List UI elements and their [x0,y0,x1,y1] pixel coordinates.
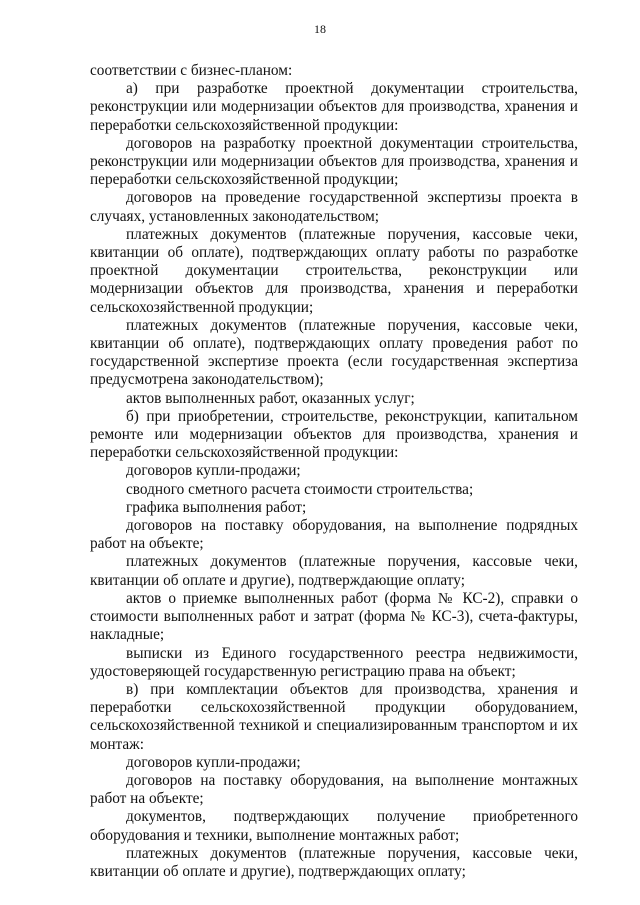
paragraph: актов о приемке выполненных работ (форма № КС-2), справки о стоимости выполненных работ и затрат (форма № КС-3), счета-фактуры, накладные; [90,589,578,644]
page-number: 18 [314,22,326,36]
paragraph: актов выполненных работ, оказанных услуг; [126,389,415,407]
paragraph: договоров на проведение государственной экспертизы проекта в случаях, установленных законодательством; [90,189,578,225]
paragraph: договоров купли-продажи; [126,462,301,480]
paragraph: договоров на поставку оборудования, на выполнение подрядных работ на объекте; [90,517,578,553]
paragraph: соответствии с бизнес-планом: [90,62,293,79]
paragraph: б) при приобретении, строительстве, реконструкции, капитальном ремонте или модернизации объектов для производства, хранения и переработки сельскохозяйственной продукции: [90,407,578,462]
paragraph: в) при комплектации объектов для производства, хранения и переработки сельскохозяйственной продукции оборудованием, сельскохозяйственной техникой и специализированным транспортом и их монтаж: [90,680,578,753]
paragraph: сводного сметного расчета стоимости строительства; [126,480,474,498]
paragraph: платежных документов (платежные поручения, кассовые чеки, квитанции об оплате), подтверждающих оплату работы по разработке проектной документации строительства, реконструкции или модернизации объектов для производства, хранения и переработки сельскохозяйственной продукции; [90,225,578,316]
paragraph: выписки из Единого государственного реестра недвижимости, удостоверяющей государственную регистрацию права на объект; [90,644,578,680]
paragraph: договоров на поставку оборудования, на выполнение монтажных работ на объекте; [90,771,578,808]
paragraph: графика выполнения работ; [126,498,307,516]
paragraph: платежных документов (платежные поручения, кассовые чеки, квитанции об оплате и другие), подтверждающих оплату; [90,844,578,880]
paragraph: договоров на разработку проектной документации строительства, реконструкции или модернизации объектов для производства, хранения и переработки сельскохозяйственной продукции; [90,134,578,189]
paragraph: платежных документов (платежные поручения, кассовые чеки, квитанции об оплате), подтверждающих оплату проведения работ по государственной экспертизе проекта (если государственная экспертиза предусмотрена законодательством); [90,316,578,389]
paragraph: документов, подтверждающих получение приобретенного оборудования и техники, выполнение монтажных работ; [90,808,578,844]
paragraph: платежных документов (платежные поручения, кассовые чеки, квитанции об оплате и другие), подтверждающие оплату; [90,553,578,589]
document-body [90,62,578,881]
paragraph: а) при разработке проектной документации строительства, реконструкции или модернизации объектов для производства, хранения и переработки сельскохозяйственной продукции: [90,80,578,134]
paragraph: договоров купли-продажи; [126,753,301,771]
